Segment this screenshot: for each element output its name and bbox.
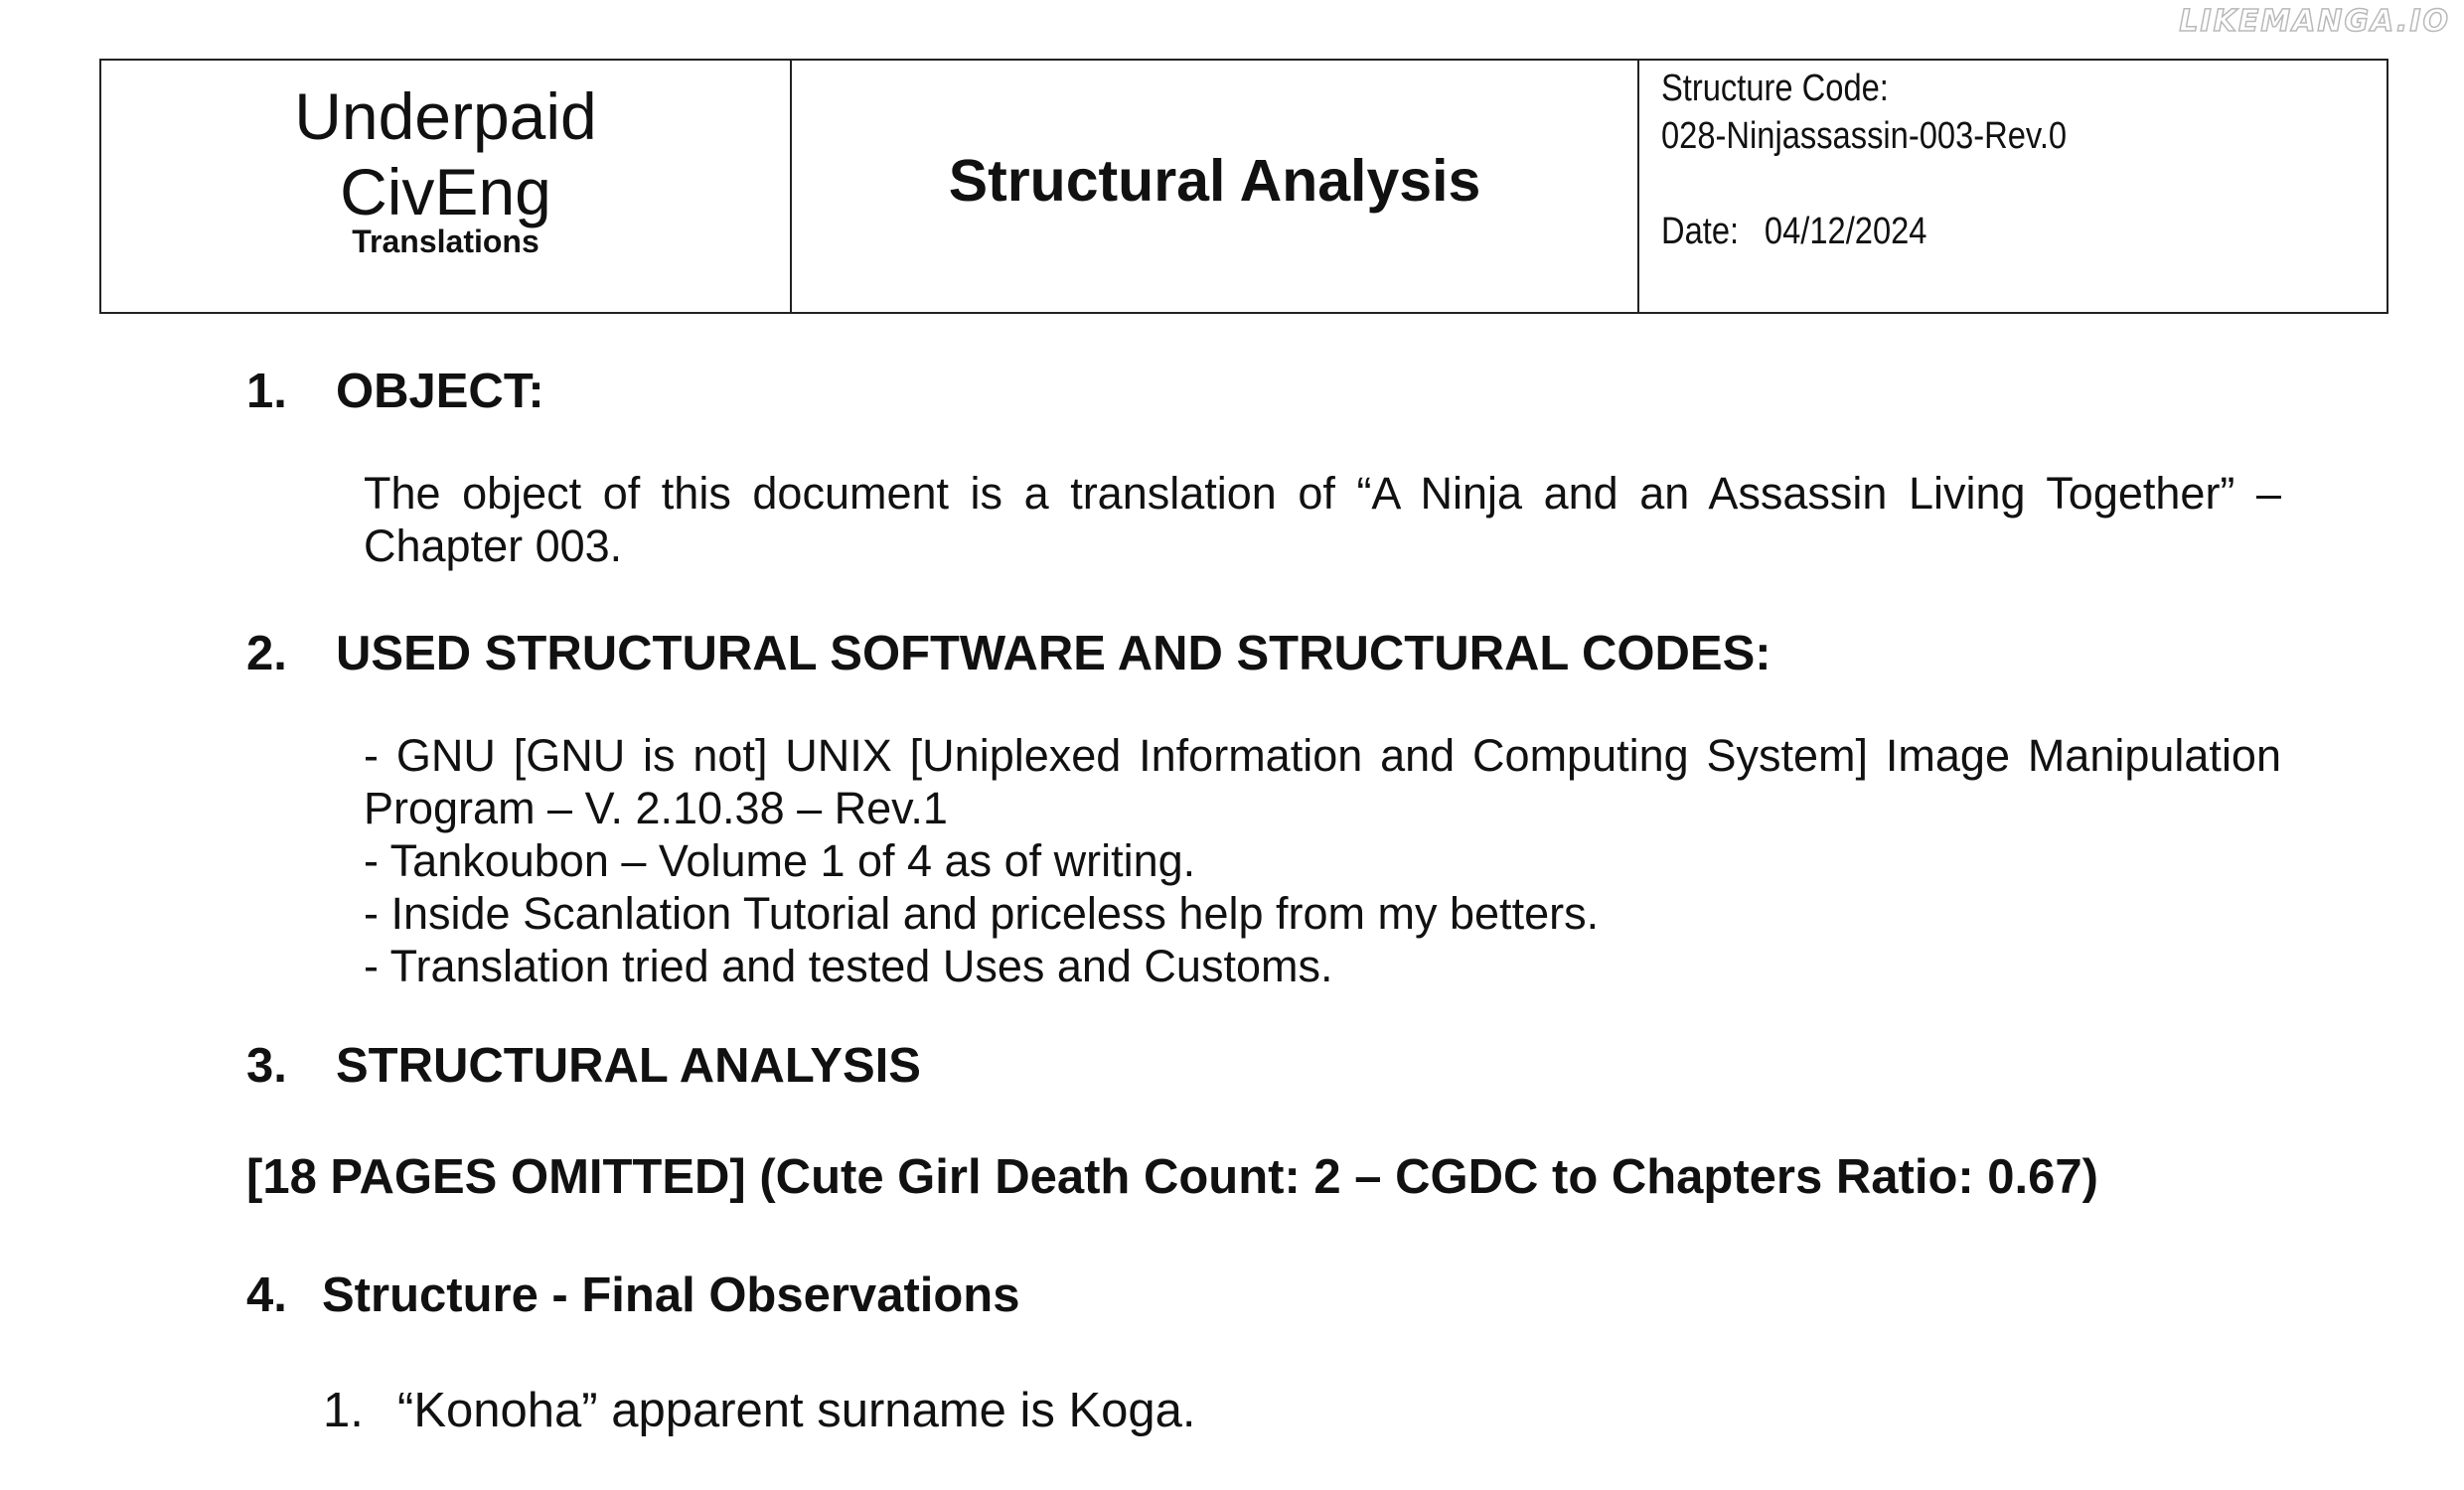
structure-code-label: Structure Code: xyxy=(1661,68,1889,109)
section-2-list xyxy=(364,729,2281,992)
org-subtitle: Translations xyxy=(352,224,539,259)
watermark-logo: LIKEMANGA.IO xyxy=(2179,4,2450,39)
section-1-number: 1. xyxy=(246,365,287,418)
org-name-line1: Underpaid xyxy=(294,79,597,153)
section-1-heading xyxy=(246,364,544,419)
structure-code-value: 028-Ninjassassin-003-Rev.0 xyxy=(1661,115,2068,157)
observation-item xyxy=(323,1383,1196,1438)
section-3-number: 3. xyxy=(246,1039,287,1093)
date-value: 04/12/2024 xyxy=(1764,211,1927,252)
section-2-heading xyxy=(246,626,1771,681)
section-4-title: Structure - Final Observations xyxy=(322,1268,1020,1322)
section-2-title: USED STRUCTURAL SOFTWARE AND STRUCTURAL CODES: xyxy=(336,627,1771,680)
observation-text: “Konoha” apparent surname is Koga. xyxy=(397,1384,1196,1437)
document-header-table xyxy=(99,59,2388,314)
document-title: Structural Analysis xyxy=(948,147,1481,214)
metadata-cell xyxy=(1639,61,2387,312)
list-item: - Translation tried and tested Uses and Customs. xyxy=(364,941,1333,991)
list-item: - Tankoubon – Volume 1 of 4 as of writing. xyxy=(364,835,1196,886)
section-4-number: 4. xyxy=(246,1268,287,1322)
section-4-heading xyxy=(246,1267,1020,1323)
section-1-body xyxy=(364,467,2281,572)
date-row xyxy=(1661,208,2285,255)
omitted-pages-note: [18 PAGES OMITTED] (Cute Girl Death Count: 2 – CGDC to Chapters Ratio: 0.67) xyxy=(246,1150,2098,1204)
date-label: Date: xyxy=(1661,211,1740,252)
title-cell xyxy=(792,61,1639,312)
observation-number: 1. xyxy=(323,1384,364,1437)
section-1-title: OBJECT: xyxy=(336,365,544,418)
org-logo-cell xyxy=(101,61,792,312)
list-item: Program – V. 2.10.38 – Rev.1 xyxy=(364,783,948,833)
section-1-text-line1: The object of this document is a translation of “A Ninja and an Assassin Living Together” – xyxy=(364,468,2281,519)
list-item: - Inside Scanlation Tutorial and priceless help from my betters. xyxy=(364,888,1600,939)
section-3-heading xyxy=(246,1038,921,1094)
section-3-title: STRUCTURAL ANALYSIS xyxy=(336,1039,921,1093)
section-1-text-line2: Chapter 003. xyxy=(364,521,623,571)
org-name-line2: CivEng xyxy=(340,155,551,228)
section-2-number: 2. xyxy=(246,627,287,680)
list-item: - GNU [GNU is not] UNIX [Uniplexed Information and Computing System] Image Manipulation xyxy=(364,730,2281,781)
